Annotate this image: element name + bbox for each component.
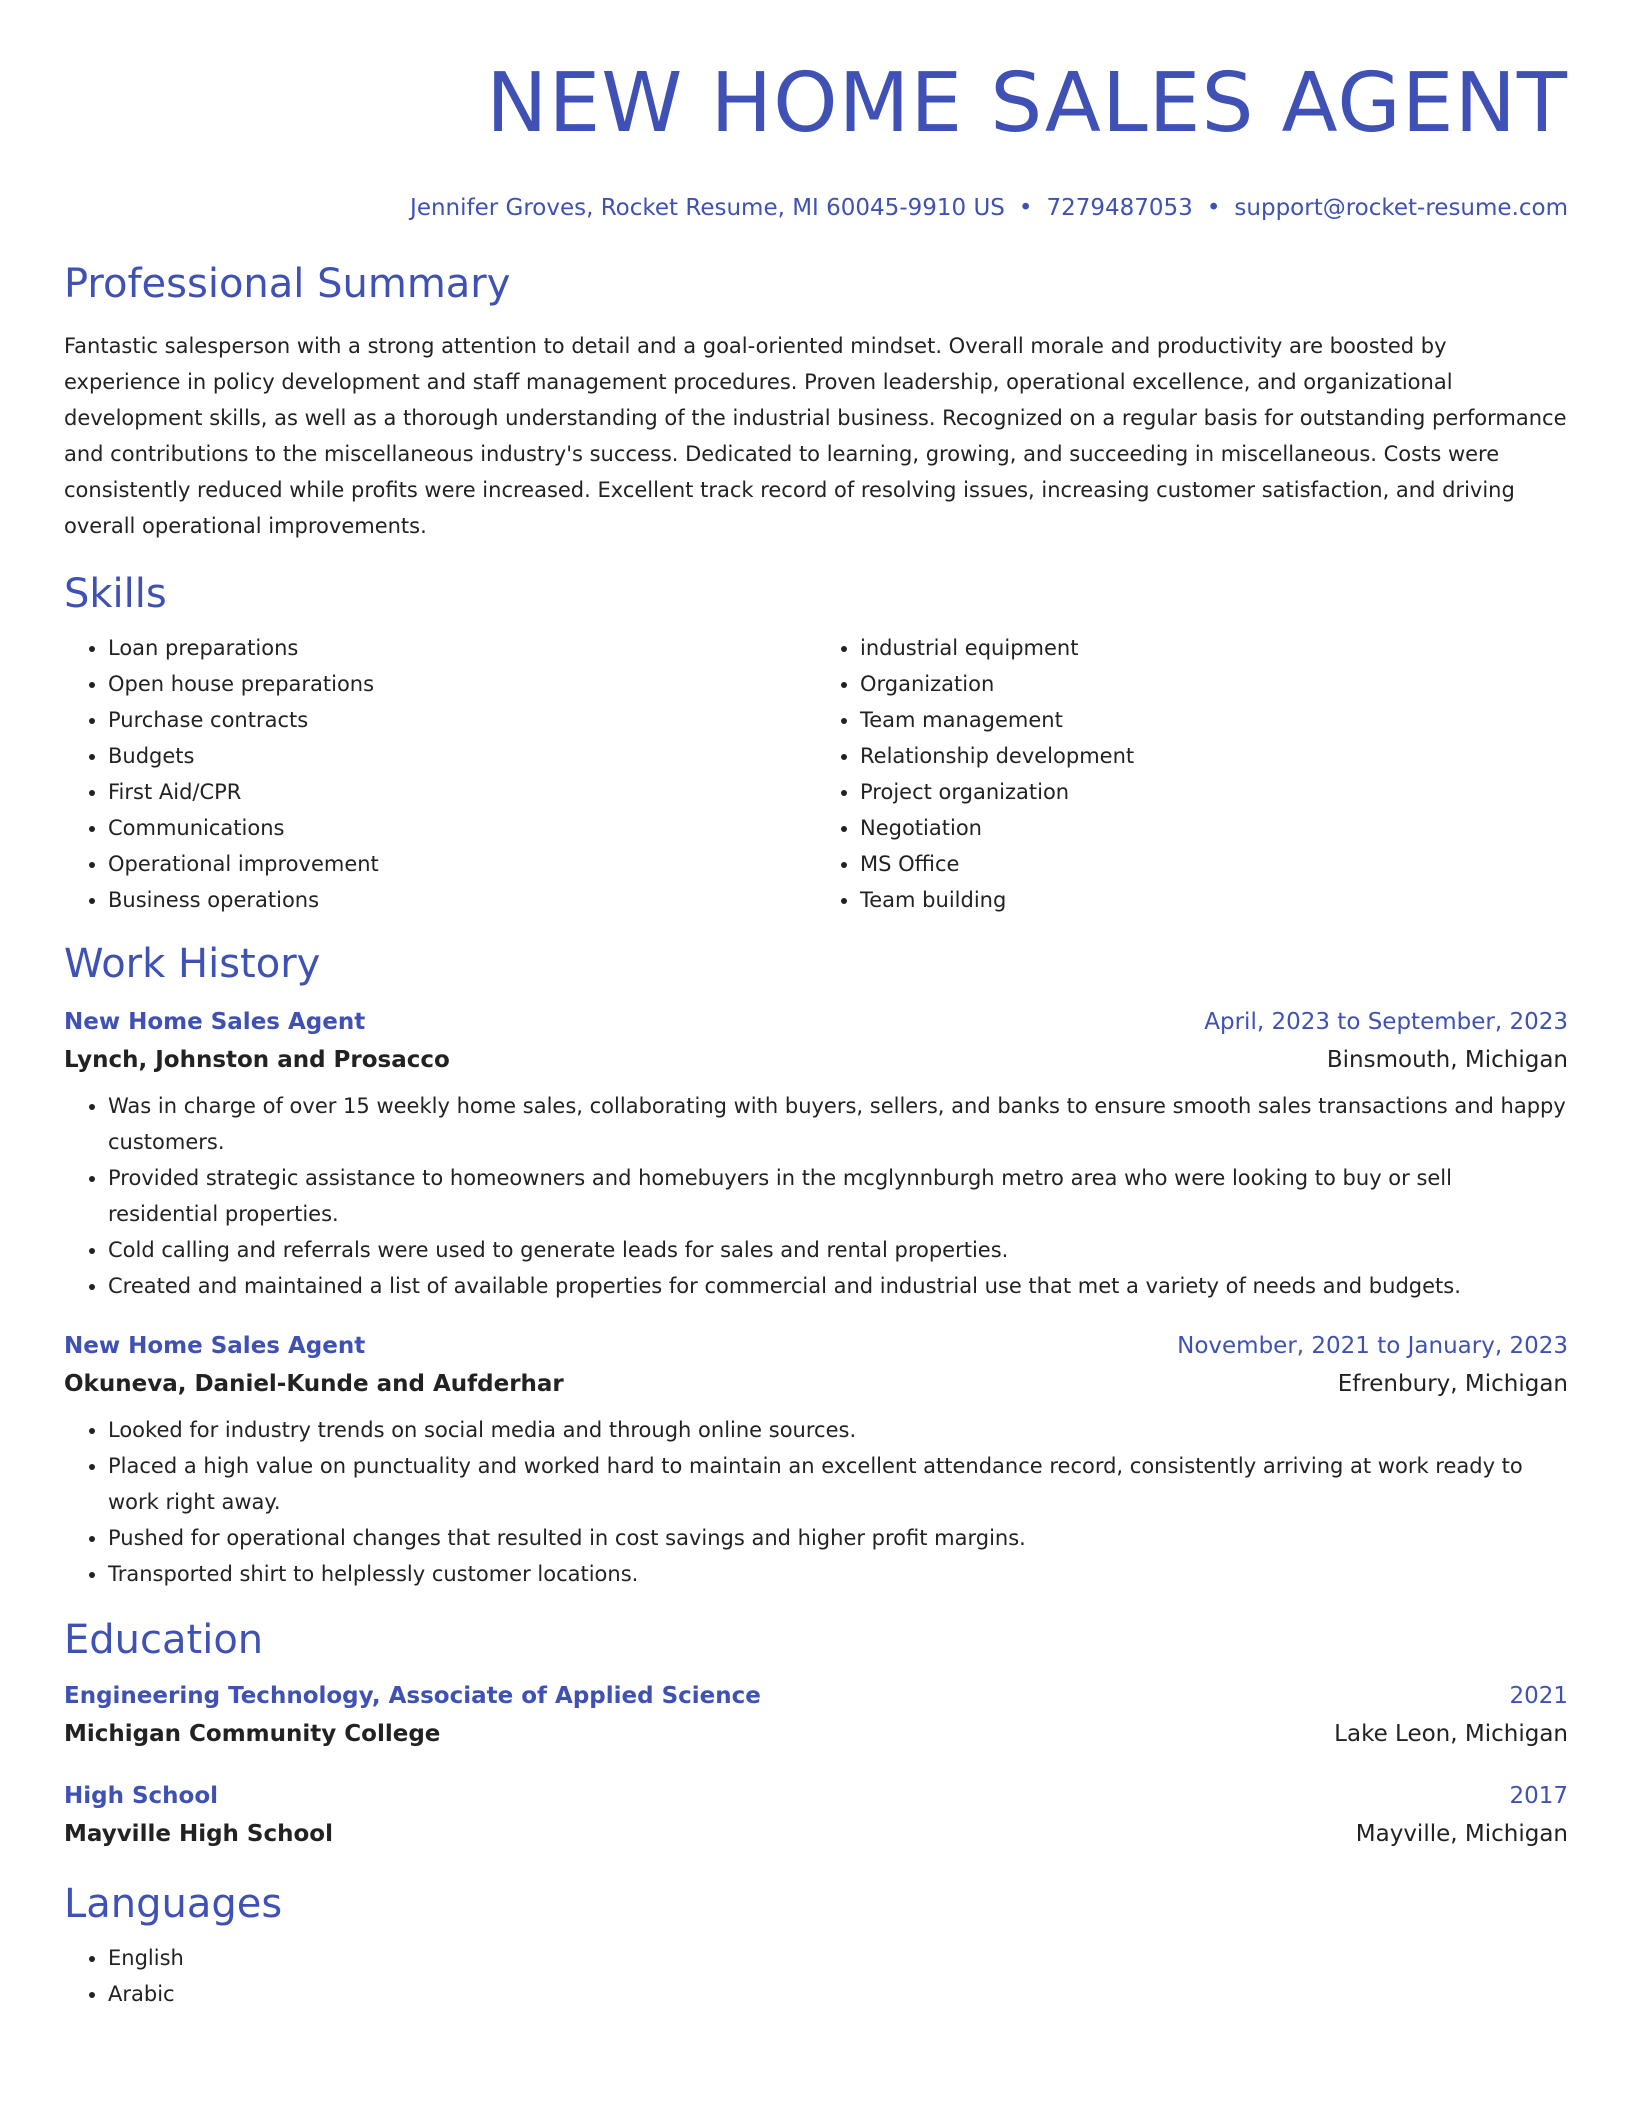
skill-item: • Organization (860, 666, 1568, 702)
job-dates: November, 2021 to January, 2023 (1177, 1333, 1568, 1359)
education-heading: Education (64, 1617, 264, 1663)
languages-heading: Languages (64, 1881, 283, 1927)
job-bullet: • Cold calling and referrals were used to generate leads for sales and rental properties. (108, 1232, 1568, 1268)
job-bullet: • Looked for industry trends on social media and through online sources. (108, 1412, 1568, 1448)
work-history-heading: Work History (64, 941, 321, 987)
education-entry (64, 1778, 1568, 1854)
skill-item: • industrial equipment (860, 630, 1568, 666)
skills-grid (64, 630, 1568, 918)
job-bullet: • Transported shirt to helplessly customer locations. (108, 1556, 1568, 1592)
education-entry-header (64, 1678, 1568, 1714)
job-company: Okuneva, Daniel-Kunde and Aufderhar (64, 1371, 564, 1397)
school-name: Mayville High School (64, 1821, 333, 1847)
resume-title: NEW HOME SALES AGENT (486, 56, 1568, 151)
education-entry-subheader (64, 1814, 1568, 1854)
skills-heading: Skills (64, 571, 167, 617)
degree-title: High School (64, 1783, 219, 1809)
job-bullet: • Created and maintained a list of available properties for commercial and industrial use that met a variety of needs and budgets. (108, 1268, 1568, 1304)
education-entry-subheader (64, 1714, 1568, 1754)
work-entry (64, 1328, 1568, 1592)
summary-text: Fantastic salesperson with a strong attention to detail and a goal-oriented mindset. Overall morale and productivity are boosted by experience in policy development and staff management procedures. Proven leadership, operational excellence, and organizational development skills, as well as a thorough understanding of the industrial business. Recognized on a regular basis for outstanding performance and contributions to the miscellaneous industry's success. Dedicated to learning, growing, and succeeding in miscellaneous. Costs were consistently reduced while profits were increased. Excellent track record of resolving issues, increasing customer satisfaction, and driving overall operational improvements. (64, 334, 1567, 538)
school-name: Michigan Community College (64, 1721, 441, 1747)
contact-email[interactable]: support@rocket-resume.com (1234, 195, 1568, 221)
skill-item: • First Aid/CPR (108, 774, 816, 810)
job-location: Efrenbury, Michigan (1337, 1371, 1568, 1397)
skill-item: • Budgets (108, 738, 816, 774)
school-location: Mayville, Michigan (1355, 1821, 1568, 1847)
contact-address: Jennifer Groves, Rocket Resume, MI 60045-9910 US (410, 195, 1005, 221)
work-entry-subheader (64, 1364, 1568, 1404)
skill-item: • Team building (860, 882, 1568, 918)
work-entry-header (64, 1328, 1568, 1364)
skill-item: • Purchase contracts (108, 702, 816, 738)
job-location: Binsmouth, Michigan (1326, 1047, 1568, 1073)
job-bullet: • Was in charge of over 15 weekly home sales, collaborating with buyers, sellers, and banks to ensure smooth sales transactions and happy customers. (108, 1088, 1568, 1160)
work-entry (64, 1004, 1568, 1304)
work-entry-subheader (64, 1040, 1568, 1080)
skill-item: • Loan preparations (108, 630, 816, 666)
skills-column-right (816, 630, 1568, 918)
education-entry (64, 1678, 1568, 1754)
skill-item: • Communications (108, 810, 816, 846)
school-location: Lake Leon, Michigan (1334, 1721, 1568, 1747)
contact-line (64, 192, 1568, 224)
contact-separator: • (1206, 195, 1221, 221)
job-bullet: • Placed a high value on punctuality and worked hard to maintain an excellent attendance record, consistently arriving at work ready to work right away. (108, 1448, 1568, 1520)
job-dates: April, 2023 to September, 2023 (1204, 1009, 1568, 1035)
degree-year: 2017 (1509, 1783, 1568, 1809)
languages-list (64, 1940, 1568, 2012)
work-entry-header (64, 1004, 1568, 1040)
skill-item: • Negotiation (860, 810, 1568, 846)
job-bullets (64, 1412, 1568, 1592)
education-entry-header (64, 1778, 1568, 1814)
skill-item: • MS Office (860, 846, 1568, 882)
skill-item: • Operational improvement (108, 846, 816, 882)
job-title: New Home Sales Agent (64, 1333, 366, 1359)
degree-title: Engineering Technology, Associate of Applied Science (64, 1683, 761, 1709)
skill-item: • Relationship development (860, 738, 1568, 774)
contact-separator: • (1018, 195, 1033, 221)
contact-phone: 7279487053 (1046, 195, 1193, 221)
skill-item: • Open house preparations (108, 666, 816, 702)
skill-item: • Team management (860, 702, 1568, 738)
language-item: • English (108, 1940, 1568, 1976)
skill-item: • Business operations (108, 882, 816, 918)
job-bullets (64, 1088, 1568, 1304)
degree-year: 2021 (1509, 1683, 1568, 1709)
job-title: New Home Sales Agent (64, 1009, 366, 1035)
summary-heading: Professional Summary (64, 261, 511, 307)
skill-item: • Project organization (860, 774, 1568, 810)
job-bullet: • Pushed for operational changes that resulted in cost savings and higher profit margins. (108, 1520, 1568, 1556)
skills-column-left (64, 630, 816, 918)
job-company: Lynch, Johnston and Prosacco (64, 1047, 450, 1073)
job-bullet: • Provided strategic assistance to homeowners and homebuyers in the mcglynnburgh metro area who were looking to buy or sell residential properties. (108, 1160, 1568, 1232)
language-item: • Arabic (108, 1976, 1568, 2012)
